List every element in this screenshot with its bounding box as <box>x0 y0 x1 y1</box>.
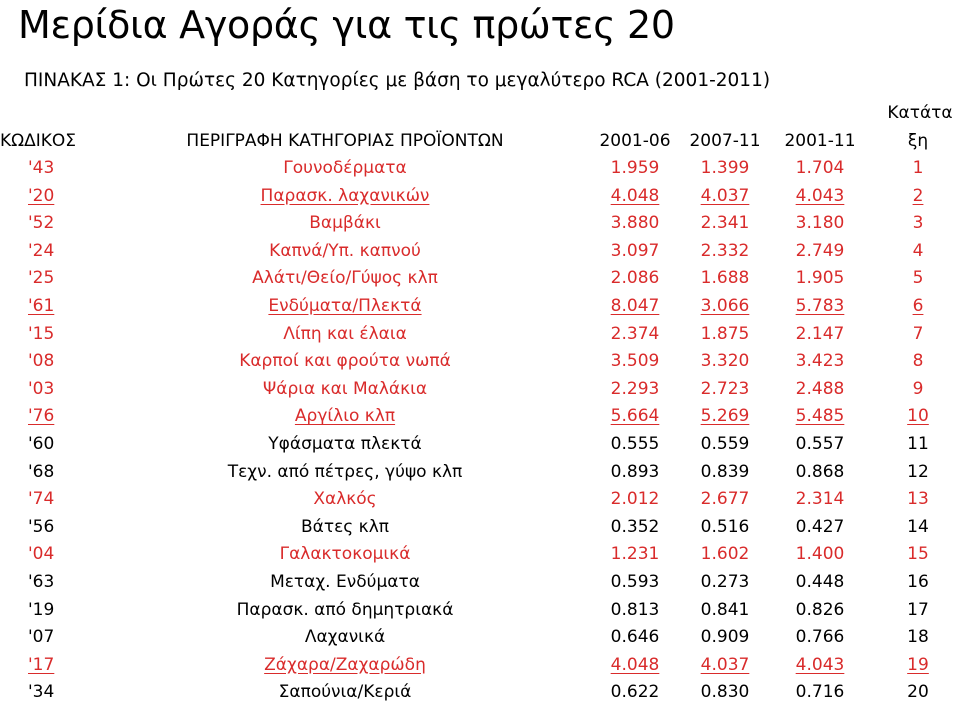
cell-code: '20 <box>28 185 55 206</box>
cell-value-2007-11: 4.037 <box>700 654 750 675</box>
cell-code: '61 <box>28 295 55 316</box>
table-row <box>0 514 960 542</box>
cell-rank: 10 <box>907 406 929 427</box>
cell-rank: 8 <box>912 351 924 372</box>
cell-description: Μεταχ. Ενδύματα <box>270 571 420 592</box>
cell-code: '07 <box>28 627 55 648</box>
table-header-row <box>0 126 960 156</box>
cell-rank: 18 <box>907 627 929 648</box>
cell-value-2001-06: 0.593 <box>610 571 660 592</box>
cell-value-2001-11: 0.427 <box>795 516 845 537</box>
cell-value-2007-11: 2.677 <box>700 489 750 510</box>
table-row <box>0 293 960 321</box>
table-row <box>0 265 960 293</box>
cell-value-2001-11: 0.868 <box>795 461 845 482</box>
cell-rank: 7 <box>912 323 924 344</box>
table-body <box>0 155 960 707</box>
cell-code: '63 <box>28 571 55 592</box>
cell-value-2001-11: 3.423 <box>795 351 845 372</box>
cell-code: '08 <box>28 351 55 372</box>
cell-value-2007-11: 4.037 <box>700 185 750 206</box>
cell-value-2007-11: 2.341 <box>700 213 750 234</box>
cell-value-2001-11: 5.783 <box>795 295 845 316</box>
cell-description: Βάτες κλπ <box>301 516 389 537</box>
cell-description: Παρασκ. από δημητριακά <box>236 599 454 620</box>
table-row <box>0 431 960 459</box>
cell-value-2007-11: 2.332 <box>700 240 750 261</box>
cell-code: '25 <box>28 268 55 289</box>
table-row <box>0 155 960 183</box>
cell-value-2007-11: 5.269 <box>700 406 750 427</box>
cell-value-2007-11: 0.841 <box>700 599 750 620</box>
cell-description: Ενδύματα/Πλεκτά <box>268 295 422 316</box>
cell-value-2001-11: 1.400 <box>795 544 845 565</box>
cell-code: '04 <box>28 544 55 565</box>
cell-value-2001-06: 2.374 <box>610 323 660 344</box>
table-caption: ΠΙΝΑΚΑΣ 1: Οι Πρώτες 20 Κατηγορίες με βάση το μεγαλύτερο RCA (2001-2011) <box>24 70 771 91</box>
cell-code: '60 <box>28 433 55 454</box>
cell-value-2001-06: 0.622 <box>610 682 660 703</box>
cell-value-2001-11: 5.485 <box>795 406 845 427</box>
cell-rank: 9 <box>912 378 924 399</box>
cell-value-2001-11: 2.314 <box>795 489 845 510</box>
cell-value-2001-06: 3.509 <box>610 351 660 372</box>
table-row <box>0 597 960 625</box>
cell-value-2001-06: 0.352 <box>610 516 660 537</box>
table-row <box>0 459 960 487</box>
table-row <box>0 376 960 404</box>
cell-code: '74 <box>28 489 55 510</box>
cell-rank: 19 <box>907 654 929 675</box>
table-row <box>0 183 960 211</box>
cell-description: Καπνά/Υπ. καπνού <box>269 240 421 261</box>
header-period-2007-11: 2007-11 <box>689 131 761 151</box>
table-row <box>0 486 960 514</box>
cell-description: Ζάχαρα/Ζαχαρώδη <box>264 654 426 675</box>
cell-value-2001-11: 1.704 <box>795 158 845 178</box>
cell-rank: 3 <box>912 213 924 234</box>
page-title: Μερίδια Αγοράς για τις πρώτες 20 <box>18 3 675 47</box>
cell-value-2007-11: 1.688 <box>700 268 750 289</box>
header-period-2001-11: 2001-11 <box>784 131 856 151</box>
cell-rank: 20 <box>907 682 929 703</box>
cell-rank: 5 <box>912 268 924 289</box>
cell-value-2007-11: 0.830 <box>700 682 750 703</box>
cell-description: Γαλακτοκομικά <box>279 544 411 565</box>
cell-value-2001-06: 4.048 <box>610 185 660 206</box>
cell-value-2001-11: 2.488 <box>795 378 845 399</box>
header-period-2001-06: 2001-06 <box>599 131 671 151</box>
table-row <box>0 679 960 707</box>
cell-rank: 15 <box>907 544 929 565</box>
table-row <box>0 541 960 569</box>
cell-value-2001-06: 4.048 <box>610 654 660 675</box>
cell-code: '03 <box>28 378 55 399</box>
cell-value-2001-06: 2.086 <box>610 268 660 289</box>
cell-value-2001-11: 0.557 <box>795 433 845 454</box>
cell-rank: 14 <box>907 516 929 537</box>
cell-description: Σαπούνια/Κεριά <box>278 682 412 703</box>
cell-value-2001-06: 3.097 <box>610 240 660 261</box>
cell-value-2007-11: 0.839 <box>700 461 750 482</box>
cell-code: '19 <box>28 599 55 620</box>
rank-header-line1: Κατάτα <box>887 103 953 123</box>
table-row <box>0 652 960 680</box>
cell-description: Παρασκ. λαχανικών <box>260 185 430 206</box>
cell-rank: 11 <box>907 433 929 454</box>
cell-rank: 4 <box>912 240 924 261</box>
cell-description: Βαμβάκι <box>309 213 381 234</box>
cell-description: Τεχν. από πέτρες, γύψο κλπ <box>227 461 463 482</box>
cell-rank: 1 <box>912 158 924 178</box>
cell-value-2001-06: 0.555 <box>610 433 660 454</box>
cell-value-2001-11: 2.749 <box>795 240 845 261</box>
cell-value-2007-11: 1.602 <box>700 544 750 565</box>
cell-value-2001-11: 0.448 <box>795 571 845 592</box>
table-row <box>0 321 960 349</box>
cell-value-2001-11: 4.043 <box>795 185 845 206</box>
cell-description: Λίπη και έλαια <box>283 323 407 344</box>
cell-value-2001-06: 0.893 <box>610 461 660 482</box>
table-row <box>0 569 960 597</box>
cell-code: '43 <box>28 158 55 178</box>
cell-value-2001-11: 0.716 <box>795 682 845 703</box>
cell-rank: 13 <box>907 489 929 510</box>
cell-rank: 17 <box>907 599 929 620</box>
cell-value-2001-06: 0.646 <box>610 627 660 648</box>
cell-value-2007-11: 1.399 <box>700 158 750 178</box>
cell-value-2001-11: 0.826 <box>795 599 845 620</box>
cell-code: '76 <box>28 406 55 427</box>
cell-value-2007-11: 3.066 <box>700 295 750 316</box>
cell-value-2001-11: 4.043 <box>795 654 845 675</box>
cell-value-2007-11: 0.559 <box>700 433 750 454</box>
cell-value-2001-11: 1.905 <box>795 268 845 289</box>
cell-value-2001-11: 2.147 <box>795 323 845 344</box>
cell-rank: 12 <box>907 461 929 482</box>
cell-value-2007-11: 0.516 <box>700 516 750 537</box>
cell-code: '34 <box>28 682 55 703</box>
cell-value-2001-06: 8.047 <box>610 295 660 316</box>
cell-description: Χαλκός <box>313 489 377 510</box>
cell-value-2007-11: 2.723 <box>700 378 750 399</box>
cell-code: '52 <box>28 213 55 234</box>
cell-value-2007-11: 1.875 <box>700 323 750 344</box>
cell-description: Γουνοδέρματα <box>283 158 407 178</box>
header-code: ΚΩΔΙΚΟΣ <box>0 131 77 151</box>
cell-description: Ψάρια και Μαλάκια <box>262 378 428 399</box>
cell-value-2001-06: 2.012 <box>610 489 660 510</box>
cell-code: '24 <box>28 240 55 261</box>
table-row <box>0 348 960 376</box>
cell-description: Αργίλιο κλπ <box>294 406 396 427</box>
table-row <box>0 403 960 431</box>
cell-value-2001-11: 3.180 <box>795 213 845 234</box>
cell-code: '68 <box>28 461 55 482</box>
cell-value-2001-06: 1.959 <box>610 158 660 178</box>
cell-code: '17 <box>28 654 55 675</box>
cell-description: Αλάτι/Θείο/Γύψος κλπ <box>252 268 438 289</box>
cell-rank: 6 <box>912 295 924 316</box>
cell-value-2001-06: 0.813 <box>610 599 660 620</box>
table-row <box>0 210 960 238</box>
cell-value-2001-06: 2.293 <box>610 378 660 399</box>
cell-code: '56 <box>28 516 55 537</box>
cell-description: Λαχανικά <box>304 627 386 648</box>
header-description: ΠΕΡΙΓΡΑΦΗ ΚΑΤΗΓΟΡΙΑΣ ΠΡΟΪΟΝΤΩΝ <box>186 131 504 151</box>
table-row <box>0 238 960 266</box>
cell-value-2007-11: 3.320 <box>700 351 750 372</box>
cell-value-2001-11: 0.766 <box>795 627 845 648</box>
cell-rank: 2 <box>912 185 924 206</box>
cell-value-2001-06: 1.231 <box>610 544 660 565</box>
cell-value-2007-11: 0.273 <box>700 571 750 592</box>
header-rank-line2: ξη <box>907 131 929 151</box>
cell-value-2001-06: 3.880 <box>610 213 660 234</box>
cell-value-2001-06: 5.664 <box>610 406 660 427</box>
cell-description: Υφάσματα πλεκτά <box>268 433 422 454</box>
cell-rank: 16 <box>907 571 929 592</box>
cell-value-2007-11: 0.909 <box>700 627 750 648</box>
cell-description: Καρποί και φρούτα νωπά <box>239 351 451 372</box>
cell-code: '15 <box>28 323 55 344</box>
table-row <box>0 624 960 652</box>
